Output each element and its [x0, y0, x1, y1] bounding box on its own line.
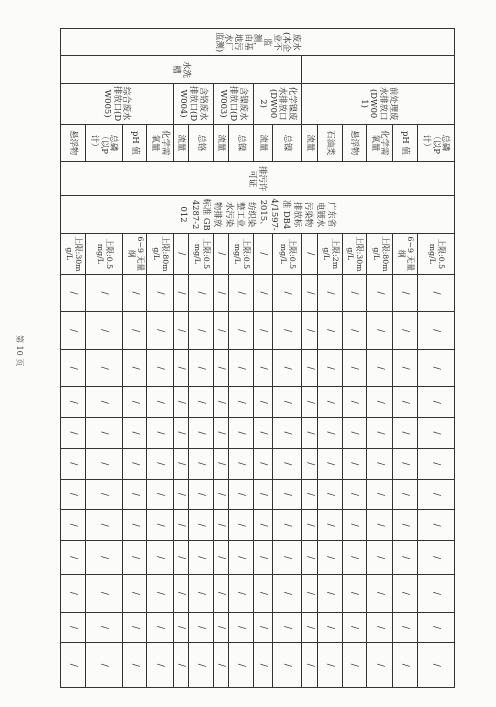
slash-cell: /: [85, 643, 122, 688]
slash-cell: /: [302, 387, 318, 418]
limit-cell-empty: /: [213, 233, 229, 274]
slash-cell: /: [342, 448, 366, 479]
slash-cell: /: [318, 418, 342, 449]
limit-cell: 6~9 无量纲: [123, 233, 147, 274]
slash-cell: /: [189, 274, 213, 312]
slash-cell: /: [367, 612, 393, 643]
slash-cell: /: [393, 274, 417, 312]
slash-cell: /: [173, 349, 189, 387]
slash-cell: /: [229, 349, 253, 387]
slash-cell: /: [123, 349, 147, 387]
slash-cell: /: [302, 510, 318, 541]
slash-cell: /: [189, 349, 213, 387]
slash-cell: /: [302, 448, 318, 479]
slash-cell: /: [417, 510, 454, 541]
slash-cell: /: [213, 387, 229, 418]
slash-cell: /: [147, 312, 173, 350]
limit-cell-empty: /: [173, 233, 189, 274]
slash-cell: /: [147, 387, 173, 418]
slash-cell: /: [147, 274, 173, 312]
pollutant-cell: 石油类: [318, 124, 342, 162]
slash-cell: /: [367, 312, 393, 350]
slash-cell: /: [272, 575, 302, 613]
slash-cell: /: [189, 612, 213, 643]
limit-cell: 上限:0.5mg/L: [229, 233, 253, 274]
slash-cell: /: [213, 274, 229, 312]
slash-cell: /: [189, 575, 213, 613]
slash-cell: /: [213, 510, 229, 541]
slash-cell: /: [393, 479, 417, 510]
slash-cell: /: [367, 387, 393, 418]
slash-cell: /: [318, 575, 342, 613]
slash-cell: /: [393, 643, 417, 688]
table-row: [302, 29, 318, 688]
slash-cell: /: [173, 575, 189, 613]
slash-cell: /: [417, 448, 454, 479]
standard-cell: 广东省电镀水污染物排放标准 DB44/1597-2015、纺织染整工业水污染物排放标准 GB 4287-2012: [61, 196, 455, 234]
pollutant-cell: 流量: [213, 124, 229, 162]
limit-cell-empty: /: [253, 233, 272, 274]
slash-cell: /: [85, 510, 122, 541]
slash-cell: /: [85, 541, 122, 575]
slash-cell: /: [272, 448, 302, 479]
slash-cell: /: [318, 541, 342, 575]
slash-cell: /: [189, 510, 213, 541]
slash-cell: /: [302, 612, 318, 643]
slash-cell: /: [393, 510, 417, 541]
slash-cell: /: [393, 387, 417, 418]
slash-cell: /: [229, 312, 253, 350]
pollutant-cell: 总磷（以P计）: [417, 124, 454, 162]
slash-cell: /: [253, 448, 272, 479]
table-row: [253, 29, 272, 688]
table-row: [123, 29, 147, 688]
slash-cell: /: [367, 510, 393, 541]
slash-cell: /: [342, 274, 366, 312]
slash-cell: /: [272, 479, 302, 510]
slash-cell: /: [213, 418, 229, 449]
table-row: [272, 29, 302, 688]
slash-cell: /: [173, 643, 189, 688]
table-row: [61, 29, 86, 688]
slash-cell: /: [417, 643, 454, 688]
slash-cell: /: [393, 612, 417, 643]
slash-cell: /: [342, 575, 366, 613]
slash-cell: /: [229, 575, 253, 613]
slash-cell: /: [229, 418, 253, 449]
slash-cell: /: [367, 418, 393, 449]
slash-cell: /: [253, 541, 272, 575]
slash-cell: /: [85, 349, 122, 387]
slash-cell: /: [417, 349, 454, 387]
slash-cell: /: [173, 479, 189, 510]
slash-cell: /: [318, 448, 342, 479]
slash-cell: /: [253, 643, 272, 688]
slash-cell: /: [61, 541, 86, 575]
slash-cell: /: [173, 274, 189, 312]
slash-cell: /: [229, 643, 253, 688]
slash-cell: /: [342, 479, 366, 510]
slash-cell: /: [318, 510, 342, 541]
outlet-cell-dw004: 含铬废水排放口(DW004): [173, 83, 213, 124]
slash-cell: /: [189, 418, 213, 449]
slash-cell: /: [147, 612, 173, 643]
slash-cell: /: [213, 643, 229, 688]
slash-cell: /: [229, 510, 253, 541]
permit-cell: 排污许可证: [61, 162, 455, 196]
slash-cell: /: [173, 612, 189, 643]
slash-cell: /: [302, 541, 318, 575]
slash-cell: /: [253, 312, 272, 350]
slash-cell: /: [123, 418, 147, 449]
slash-cell: /: [253, 418, 272, 449]
slash-cell: /: [213, 541, 229, 575]
slash-cell: /: [272, 541, 302, 575]
slash-cell: /: [85, 387, 122, 418]
slash-cell: /: [393, 349, 417, 387]
slash-cell: /: [367, 479, 393, 510]
pollutant-cell: 总铬: [189, 124, 213, 162]
slash-cell: /: [318, 349, 342, 387]
slash-cell: /: [302, 274, 318, 312]
slash-cell: /: [417, 274, 454, 312]
slash-cell: /: [417, 541, 454, 575]
limit-cell: 上限:0.5mg/L: [85, 233, 122, 274]
slash-cell: /: [302, 418, 318, 449]
slash-cell: /: [272, 510, 302, 541]
slash-cell: /: [229, 448, 253, 479]
slash-cell: /: [367, 575, 393, 613]
slash-cell: /: [189, 448, 213, 479]
pollutant-cell: 总磷（以P计）: [85, 124, 122, 162]
table-row: [213, 29, 229, 688]
slash-cell: /: [318, 612, 342, 643]
limit-cell: 上限:0.5mg/L: [272, 233, 302, 274]
table-row: [189, 29, 213, 688]
pollutant-cell: 化学需氧量: [367, 124, 393, 162]
table-row: [318, 29, 342, 688]
slash-cell: /: [393, 448, 417, 479]
slash-cell: /: [85, 312, 122, 350]
slash-cell: /: [417, 312, 454, 350]
pollutant-cell: 流量: [253, 124, 272, 162]
slash-cell: /: [229, 387, 253, 418]
slash-cell: /: [342, 510, 366, 541]
slash-cell: /: [213, 448, 229, 479]
slash-cell: /: [367, 274, 393, 312]
slash-cell: /: [302, 349, 318, 387]
slash-cell: /: [318, 312, 342, 350]
slash-cell: /: [272, 349, 302, 387]
slash-cell: /: [272, 312, 302, 350]
outlet-cell-dw003: 含镍废水排放口(DW003): [213, 83, 253, 124]
slash-cell: /: [253, 274, 272, 312]
pollutant-cell: 总镍: [272, 124, 302, 162]
slash-cell: /: [147, 643, 173, 688]
slash-cell: /: [229, 274, 253, 312]
slash-cell: /: [417, 387, 454, 418]
pollutant-cell: 化学需氧量: [147, 124, 173, 162]
slash-cell: /: [253, 510, 272, 541]
slash-cell: /: [123, 387, 147, 418]
slash-cell: /: [318, 643, 342, 688]
slash-cell: /: [253, 612, 272, 643]
slash-cell: /: [342, 541, 366, 575]
slash-cell: /: [367, 448, 393, 479]
slash-cell: /: [417, 575, 454, 613]
slash-cell: /: [272, 643, 302, 688]
slash-cell: /: [61, 387, 86, 418]
slash-cell: /: [123, 448, 147, 479]
slash-cell: /: [61, 643, 86, 688]
pollutant-cell: pH 值: [123, 124, 147, 162]
table-row: [417, 29, 454, 688]
limit-cell: 上限:30mg/L: [61, 233, 86, 274]
slash-cell: /: [85, 479, 122, 510]
slash-cell: /: [147, 510, 173, 541]
slash-cell: /: [123, 541, 147, 575]
slash-cell: /: [173, 541, 189, 575]
limit-cell: 上限:2mg/L: [318, 233, 342, 274]
slash-cell: /: [213, 612, 229, 643]
table-row: [393, 29, 417, 688]
slash-cell: /: [318, 387, 342, 418]
slash-cell: /: [123, 274, 147, 312]
slash-cell: /: [393, 418, 417, 449]
slash-cell: /: [417, 418, 454, 449]
slash-cell: /: [342, 312, 366, 350]
slash-cell: /: [173, 418, 189, 449]
monitoring-table: [60, 28, 455, 688]
slash-cell: /: [302, 479, 318, 510]
limit-cell: 上限:30mg/L: [342, 233, 366, 274]
slash-cell: /: [342, 612, 366, 643]
slash-cell: /: [85, 418, 122, 449]
slash-cell: /: [342, 418, 366, 449]
slash-cell: /: [189, 643, 213, 688]
slash-cell: /: [85, 575, 122, 613]
slash-cell: /: [147, 479, 173, 510]
slash-cell: /: [302, 643, 318, 688]
slash-cell: /: [253, 575, 272, 613]
slash-cell: /: [173, 312, 189, 350]
outlet-cell-dw005: 综合废水排放口(DW005): [61, 83, 174, 124]
slash-cell: /: [61, 448, 86, 479]
rotated-table-sheet: [60, 28, 455, 688]
drainage-cell: 水洗槽: [61, 56, 302, 83]
slash-cell: /: [342, 387, 366, 418]
slash-cell: /: [61, 575, 86, 613]
table-row: [342, 29, 366, 688]
slash-cell: /: [367, 643, 393, 688]
table-row: [173, 29, 189, 688]
slash-cell: /: [302, 575, 318, 613]
pollutant-cell: pH 值: [393, 124, 417, 162]
slash-cell: /: [213, 349, 229, 387]
slash-cell: /: [61, 612, 86, 643]
slash-cell: /: [123, 479, 147, 510]
slash-cell: /: [61, 312, 86, 350]
slash-cell: /: [417, 612, 454, 643]
slash-cell: /: [253, 387, 272, 418]
slash-cell: /: [61, 349, 86, 387]
slash-cell: /: [342, 643, 366, 688]
slash-cell: /: [61, 510, 86, 541]
limit-cell: 上限:80mg/L: [147, 233, 173, 274]
slash-cell: /: [272, 274, 302, 312]
slash-cell: /: [253, 349, 272, 387]
pollutant-cell: 悬浮物: [61, 124, 86, 162]
slash-cell: /: [213, 312, 229, 350]
slash-cell: /: [318, 274, 342, 312]
slash-cell: /: [147, 418, 173, 449]
slash-cell: /: [61, 418, 86, 449]
slash-cell: /: [189, 312, 213, 350]
slash-cell: /: [417, 479, 454, 510]
slash-cell: /: [85, 612, 122, 643]
slash-cell: /: [123, 575, 147, 613]
slash-cell: /: [302, 312, 318, 350]
slash-cell: /: [213, 479, 229, 510]
slash-cell: /: [393, 575, 417, 613]
table-row: [367, 29, 393, 688]
slash-cell: /: [272, 612, 302, 643]
slash-cell: /: [173, 510, 189, 541]
page-number: 第 10 页: [15, 335, 24, 367]
slash-cell: /: [367, 541, 393, 575]
slash-cell: /: [123, 612, 147, 643]
slash-cell: /: [123, 510, 147, 541]
slash-cell: /: [213, 575, 229, 613]
pollutant-cell: 流量: [173, 124, 189, 162]
slash-cell: /: [367, 349, 393, 387]
table-row: [147, 29, 173, 688]
slash-cell: /: [272, 418, 302, 449]
limit-cell: 上限:80mg/L: [367, 233, 393, 274]
slash-cell: /: [342, 349, 366, 387]
outlet-cell-dw002: 化学镍废水排放口(DW002): [253, 83, 302, 124]
slash-cell: /: [189, 479, 213, 510]
slash-cell: /: [123, 643, 147, 688]
pollutant-cell: 流量: [302, 124, 318, 162]
pollutant-cell: 悬浮物: [342, 124, 366, 162]
limit-cell: 6~9 无量纲: [393, 233, 417, 274]
slash-cell: /: [189, 387, 213, 418]
slash-cell: /: [173, 387, 189, 418]
table-row: [229, 29, 253, 688]
slash-cell: /: [147, 541, 173, 575]
limit-cell: 上限:0.5mg/L: [417, 233, 454, 274]
slash-cell: /: [123, 312, 147, 350]
slash-cell: /: [173, 448, 189, 479]
slash-cell: /: [61, 479, 86, 510]
outlet-group-cell: 废水(本企业不监测，由基地污水厂监测): [61, 29, 455, 56]
slash-cell: /: [61, 274, 86, 312]
slash-cell: /: [189, 541, 213, 575]
slash-cell: /: [253, 479, 272, 510]
slash-cell: /: [147, 349, 173, 387]
slash-cell: /: [147, 448, 173, 479]
table-row: [85, 29, 122, 688]
slash-cell: /: [85, 274, 122, 312]
slash-cell: /: [393, 541, 417, 575]
slash-cell: /: [147, 575, 173, 613]
slash-cell: /: [272, 387, 302, 418]
limit-cell: 上限:0.5mg/L: [189, 233, 213, 274]
slash-cell: /: [393, 312, 417, 350]
slash-cell: /: [85, 448, 122, 479]
slash-cell: /: [229, 541, 253, 575]
drainage-cell-blank: [302, 56, 455, 83]
slash-cell: /: [229, 479, 253, 510]
limit-cell-empty: /: [302, 233, 318, 274]
pollutant-cell: 总镍: [229, 124, 253, 162]
outlet-cell-dw001: 前处理废水排放口(DW001): [302, 83, 455, 124]
slash-cell: /: [318, 479, 342, 510]
slash-cell: /: [229, 612, 253, 643]
